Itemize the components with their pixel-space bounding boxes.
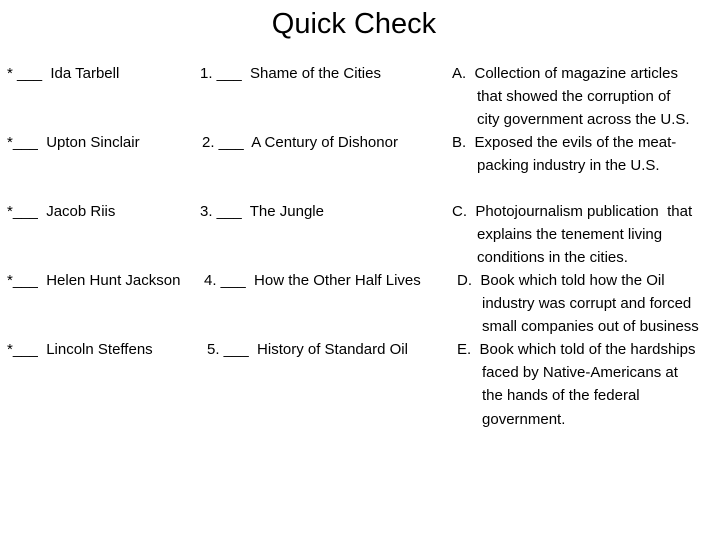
person-item: *___ Upton Sinclair [7,134,140,151]
description-line: conditions in the cities. [452,249,628,267]
description-a [452,62,690,132]
description-line: industry was corrupt and forced [457,295,692,313]
description-line: B. Exposed the evils of the meat- [452,134,677,151]
description-line: that showed the corruption of [452,88,671,106]
description-line: C. Photojournalism publication that [452,203,693,220]
person-item: *___ Helen Hunt Jackson [7,272,181,289]
description-line: the hands of the federal [457,387,640,405]
description-line: packing industry in the U.S. [452,157,660,175]
work-item: 5. ___ History of Standard Oil [207,341,408,358]
description-line: city government across the U.S. [452,111,690,129]
work-item: 4. ___ How the Other Half Lives [204,272,421,289]
description-line: government. [457,410,566,428]
description-line: faced by Native-Americans at [457,364,678,382]
description-c [452,200,692,270]
person-item: *___ Lincoln Steffens [7,341,153,358]
description-line: D. Book which told how the Oil [457,272,665,289]
work-item: 3. ___ The Jungle [200,203,324,220]
person-item: * ___ Ida Tarbell [7,65,120,82]
page-title: Quick Check [271,8,437,40]
description-line: A. Collection of magazine articles [452,65,678,82]
description-line: E. Book which told of the hardships [457,341,696,358]
description-line: explains the tenement living [452,226,663,244]
person-item: *___ Jacob Riis [7,203,116,220]
work-item: 2. ___ A Century of Dishonor [202,134,398,151]
work-item: 1. ___ Shame of the Cities [200,65,381,82]
description-line: small companies out of business [457,318,699,336]
description-e [457,338,695,431]
description-b [452,131,676,177]
description-d [457,269,699,339]
